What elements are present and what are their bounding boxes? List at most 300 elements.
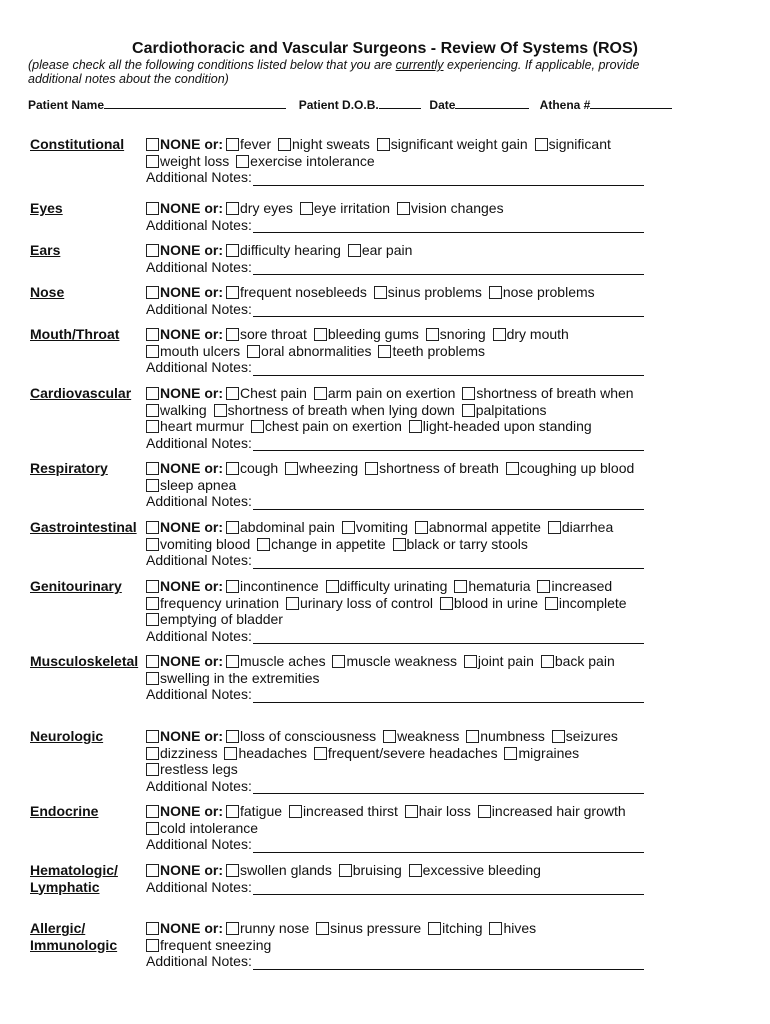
option-arm-pain-on-exertion[interactable]: [314, 385, 456, 401]
option-hematuria[interactable]: [454, 578, 530, 594]
option-label: snoring: [439, 326, 486, 342]
additional-notes-field[interactable]: [253, 261, 644, 275]
none-checkbox[interactable]: [146, 805, 159, 818]
section-options: [146, 803, 656, 853]
checkbox[interactable]: [247, 345, 260, 358]
option-label: itching: [442, 920, 483, 936]
option-abnormal-appetite[interactable]: [415, 519, 541, 535]
option-label: fever: [240, 136, 272, 152]
none-option[interactable]: [146, 803, 223, 819]
option-dizziness[interactable]: [146, 745, 218, 761]
checkbox[interactable]: [393, 538, 406, 551]
checkbox[interactable]: [462, 387, 475, 400]
option-numbness[interactable]: [466, 728, 545, 744]
checkbox[interactable]: [378, 345, 391, 358]
option-label: significant: [548, 136, 611, 152]
option-black-or-tarry-stools[interactable]: [393, 536, 528, 552]
checkbox[interactable]: [226, 922, 239, 935]
option-back-pain[interactable]: [541, 653, 615, 669]
patient-dob-label: Patient D.O.B.: [298, 98, 379, 112]
option-muscle-aches[interactable]: [226, 653, 326, 669]
option-shortness-of-breath-when[interactable]: [462, 385, 633, 401]
option-vomiting[interactable]: [342, 519, 408, 535]
option-light-headed-upon-standing[interactable]: [409, 418, 592, 434]
option-label: migraines: [518, 744, 580, 761]
option-label: walking: [160, 401, 207, 418]
checkbox[interactable]: [478, 805, 491, 818]
option-itching[interactable]: [428, 920, 482, 936]
option-label: frequent nosebleeds: [240, 284, 367, 300]
checkbox[interactable]: [285, 462, 298, 475]
checkbox[interactable]: [236, 155, 249, 168]
patient-name-field[interactable]: [104, 98, 286, 109]
checkbox[interactable]: [506, 462, 519, 475]
none-checkbox[interactable]: [146, 580, 159, 593]
section-options: [146, 519, 656, 569]
checkbox[interactable]: [226, 580, 239, 593]
option-label: shortness of breath when lying down: [227, 401, 455, 418]
option-difficulty-hearing[interactable]: [226, 242, 341, 258]
option-row: [146, 402, 656, 419]
option-migraines[interactable]: [504, 745, 579, 761]
option-joint-pain[interactable]: [464, 653, 534, 669]
option-row: [146, 385, 656, 402]
option-swelling-in-the-extremities[interactable]: [146, 670, 320, 686]
section-label: Gastrointestinal: [30, 519, 137, 535]
additional-notes: [146, 836, 644, 853]
option-blood-in-urine[interactable]: [440, 595, 538, 611]
option-label: muscle weakness: [346, 653, 457, 669]
additional-notes-field[interactable]: [253, 303, 644, 317]
checkbox[interactable]: [226, 655, 239, 668]
section-options: [146, 460, 656, 510]
none-checkbox[interactable]: [146, 387, 159, 400]
checkbox[interactable]: [226, 286, 239, 299]
section-options: [146, 862, 656, 895]
checkbox[interactable]: [224, 747, 237, 760]
option-label: change in appetite: [271, 535, 386, 552]
none-option[interactable]: [146, 653, 223, 669]
option-sore-throat[interactable]: [226, 326, 307, 342]
checkbox[interactable]: [214, 404, 227, 417]
patient-dob-field[interactable]: [379, 98, 421, 109]
checkbox[interactable]: [383, 730, 396, 743]
checkbox[interactable]: [365, 462, 378, 475]
none-checkbox[interactable]: [146, 922, 159, 935]
option-swollen-glands[interactable]: [226, 862, 332, 878]
additional-notes: [146, 359, 644, 376]
checkbox[interactable]: [409, 420, 422, 433]
option-label: muscle aches: [240, 653, 326, 669]
option-bleeding-gums[interactable]: [314, 326, 419, 342]
option-difficulty-urinating[interactable]: [326, 578, 448, 594]
additional-notes: [146, 879, 644, 896]
section-label: Genitourinary: [30, 578, 122, 594]
option-vision-changes[interactable]: [397, 200, 504, 216]
option-loss-of-consciousness[interactable]: [226, 728, 376, 744]
checkbox[interactable]: [146, 597, 159, 610]
none-option[interactable]: [146, 460, 223, 476]
none-checkbox[interactable]: [146, 328, 159, 341]
checkbox[interactable]: [466, 730, 479, 743]
option-label: dry mouth: [506, 326, 569, 342]
athena-label: Athena #: [539, 98, 591, 112]
checkbox[interactable]: [545, 597, 558, 610]
additional-notes-field[interactable]: [253, 555, 644, 569]
checkbox[interactable]: [146, 747, 159, 760]
option-teeth-problems[interactable]: [378, 343, 485, 359]
checkbox[interactable]: [377, 138, 390, 151]
option-muscle-weakness[interactable]: [332, 653, 457, 669]
option-label: bruising: [352, 862, 402, 878]
option-headaches[interactable]: [224, 745, 307, 761]
none-checkbox[interactable]: [146, 286, 159, 299]
none-option[interactable]: [146, 578, 223, 594]
checkbox[interactable]: [415, 521, 428, 534]
checkbox[interactable]: [440, 597, 453, 610]
option-label: black or tarry stools: [406, 535, 528, 552]
none-label: NONE or:: [160, 920, 223, 936]
option-oral-abnormalities[interactable]: [247, 343, 372, 359]
none-option[interactable]: [146, 385, 223, 401]
checkbox[interactable]: [316, 922, 329, 935]
option-shortness-of-breath-when-lying-down[interactable]: [214, 402, 455, 418]
none-checkbox[interactable]: [146, 864, 159, 877]
none-checkbox[interactable]: [146, 244, 159, 257]
option-label: blood in urine: [453, 594, 538, 611]
option-ear-pain[interactable]: [348, 242, 413, 258]
section-options: [146, 920, 656, 970]
checkbox[interactable]: [314, 747, 327, 760]
checkbox[interactable]: [548, 521, 561, 534]
option-label: numbness: [480, 728, 545, 744]
checkbox[interactable]: [374, 286, 387, 299]
none-option[interactable]: [146, 200, 223, 216]
none-label: NONE or:: [160, 200, 223, 216]
section-label: Musculoskeletal: [30, 653, 139, 669]
none-option[interactable]: [146, 242, 223, 258]
none-option[interactable]: [146, 284, 223, 300]
none-label: NONE or:: [160, 326, 223, 342]
option-abdominal-pain[interactable]: [226, 519, 335, 535]
option-label: hair loss: [418, 803, 471, 819]
checkbox[interactable]: [504, 747, 517, 760]
option-shortness-of-breath[interactable]: [365, 460, 499, 476]
checkbox[interactable]: [541, 655, 554, 668]
option-fatigue[interactable]: [226, 803, 282, 819]
option-label: back pain: [554, 653, 615, 669]
option-diarrhea[interactable]: [548, 519, 613, 535]
checkbox[interactable]: [493, 328, 506, 341]
athena-field[interactable]: [590, 98, 672, 109]
option-label: mouth ulcers: [160, 342, 241, 359]
option-row: [146, 578, 656, 595]
additional-notes-field[interactable]: [253, 172, 644, 186]
option-row: [146, 136, 656, 153]
option-emptying-of-bladder[interactable]: [146, 611, 283, 627]
option-label: wheezing: [299, 460, 359, 476]
option-label: fatigue: [240, 803, 283, 819]
option-row: [146, 761, 656, 778]
option-restless-legs[interactable]: [146, 761, 238, 777]
option-cold-intolerance[interactable]: [146, 820, 258, 836]
option-label: frequency urination: [160, 594, 280, 611]
checkbox[interactable]: [226, 521, 239, 534]
option-label: hives: [503, 920, 537, 936]
additional-notes-field[interactable]: [253, 630, 644, 644]
none-checkbox[interactable]: [146, 462, 159, 475]
option-dry-eyes[interactable]: [226, 200, 293, 216]
option-label: cough: [240, 460, 279, 476]
option-increased-thirst[interactable]: [289, 803, 398, 819]
checkbox[interactable]: [428, 922, 441, 935]
option-hives[interactable]: [489, 920, 536, 936]
none-checkbox[interactable]: [146, 202, 159, 215]
option-increased-hair-growth[interactable]: [478, 803, 626, 819]
option-row: [146, 670, 656, 687]
option-wheezing[interactable]: [285, 460, 358, 476]
additional-notes: [146, 217, 644, 234]
option-sinus-problems[interactable]: [374, 284, 482, 300]
additional-notes-field[interactable]: [253, 780, 644, 794]
additional-notes-label: Additional Notes:: [146, 359, 252, 375]
option-sinus-pressure[interactable]: [316, 920, 421, 936]
additional-notes-field[interactable]: [253, 956, 644, 970]
additional-notes-field[interactable]: [253, 881, 644, 895]
option-label: ear pain: [361, 242, 413, 258]
checkbox[interactable]: [454, 580, 467, 593]
checkbox[interactable]: [397, 202, 410, 215]
option-row: [146, 326, 656, 343]
option-label: shortness of breath: [379, 460, 499, 476]
checkbox[interactable]: [326, 580, 339, 593]
option-nose-problems[interactable]: [489, 284, 595, 300]
option-snoring[interactable]: [426, 326, 486, 342]
none-option[interactable]: [146, 920, 223, 936]
section-label: Mouth/Throat: [30, 326, 120, 342]
checkbox[interactable]: [286, 597, 299, 610]
option-label: dizziness: [160, 744, 218, 761]
option-frequent-severe-headaches[interactable]: [314, 745, 498, 761]
option-row: [146, 418, 656, 435]
checkbox[interactable]: [314, 387, 327, 400]
option-increased[interactable]: [537, 578, 612, 594]
option-chest-pain-on-exertion[interactable]: [251, 418, 402, 434]
option-row: [146, 153, 656, 170]
checkbox[interactable]: [409, 864, 422, 877]
checkbox[interactable]: [226, 244, 239, 257]
checkbox[interactable]: [226, 138, 239, 151]
option-label: significant weight gain: [390, 136, 528, 152]
checkbox[interactable]: [226, 387, 239, 400]
checkbox[interactable]: [146, 672, 159, 685]
section-label: Constitutional: [30, 136, 125, 152]
option-row: [146, 920, 656, 937]
none-option[interactable]: [146, 862, 223, 878]
additional-notes-label: Additional Notes:: [146, 836, 252, 852]
none-label: NONE or:: [160, 862, 223, 878]
checkbox[interactable]: [426, 328, 439, 341]
option-label: headaches: [238, 744, 307, 761]
none-label: NONE or:: [160, 578, 223, 594]
checkbox[interactable]: [226, 805, 239, 818]
option-label: restless legs: [160, 761, 238, 777]
additional-notes: [146, 493, 644, 510]
option-urinary-loss-of-control[interactable]: [286, 595, 433, 611]
option-incontinence[interactable]: [226, 578, 319, 594]
none-checkbox[interactable]: [146, 655, 159, 668]
option-weight-loss[interactable]: [146, 153, 229, 169]
none-checkbox[interactable]: [146, 521, 159, 534]
additional-notes-label: Additional Notes:: [146, 169, 252, 185]
option-palpitations[interactable]: [462, 402, 547, 418]
option-label: hematuria: [468, 578, 531, 594]
option-night-sweats[interactable]: [278, 136, 370, 152]
option-excessive-bleeding[interactable]: [409, 862, 541, 878]
option-row: [146, 595, 656, 612]
additional-notes: [146, 953, 644, 970]
additional-notes-field[interactable]: [253, 689, 644, 703]
option-label: emptying of bladder: [160, 611, 283, 627]
additional-notes: [146, 552, 644, 569]
option-label: increased: [551, 578, 613, 594]
option-label: swollen glands: [240, 862, 332, 878]
section-label: Allergic/ Immunologic: [30, 920, 118, 953]
additional-notes-field[interactable]: [253, 437, 644, 451]
additional-notes-field[interactable]: [253, 496, 644, 510]
option-runny-nose[interactable]: [226, 920, 309, 936]
option-label: heart murmur: [160, 418, 245, 434]
none-label: NONE or:: [160, 519, 223, 535]
option-incomplete[interactable]: [545, 595, 627, 611]
option-label: increased thirst: [302, 803, 398, 819]
option-label: seizures: [565, 728, 618, 744]
checkbox[interactable]: [489, 286, 502, 299]
option-sleep-apnea[interactable]: [146, 477, 236, 493]
checkbox[interactable]: [146, 822, 159, 835]
section-options: [146, 653, 656, 703]
option-label: night sweats: [292, 136, 370, 152]
option-weakness[interactable]: [383, 728, 459, 744]
option-label: bleeding gums: [327, 326, 419, 342]
checkbox[interactable]: [226, 462, 239, 475]
none-checkbox[interactable]: [146, 138, 159, 151]
none-label: NONE or:: [160, 653, 223, 669]
checkbox[interactable]: [226, 730, 239, 743]
checkbox[interactable]: [314, 328, 327, 341]
checkbox[interactable]: [257, 538, 270, 551]
checkbox[interactable]: [537, 580, 550, 593]
checkbox[interactable]: [552, 730, 565, 743]
option-label: light-headed upon standing: [422, 418, 592, 434]
checkbox[interactable]: [226, 864, 239, 877]
checkbox[interactable]: [146, 345, 159, 358]
checkbox[interactable]: [251, 420, 264, 433]
checkbox[interactable]: [462, 404, 475, 417]
option-walking[interactable]: [146, 402, 207, 418]
additional-notes-field[interactable]: [253, 219, 644, 233]
checkbox[interactable]: [342, 521, 355, 534]
option-seizures[interactable]: [552, 728, 618, 744]
option-label: sinus problems: [387, 284, 482, 300]
option-chest-pain[interactable]: [226, 385, 307, 401]
option-row: [146, 803, 656, 820]
option-coughing-up-blood[interactable]: [506, 460, 634, 476]
option-frequency-urination[interactable]: [146, 595, 279, 611]
option-label: abnormal appetite: [428, 519, 541, 535]
option-vomiting-blood[interactable]: [146, 536, 250, 552]
checkbox[interactable]: [339, 864, 352, 877]
none-option[interactable]: [146, 136, 223, 152]
checkbox[interactable]: [146, 538, 159, 551]
option-label: frequent sneezing: [160, 936, 272, 953]
additional-notes-field[interactable]: [253, 839, 644, 853]
checkbox[interactable]: [146, 763, 159, 776]
option-bruising[interactable]: [339, 862, 402, 878]
option-row: [146, 284, 656, 301]
checkbox[interactable]: [332, 655, 345, 668]
option-label: sore throat: [240, 326, 307, 342]
option-dry-mouth[interactable]: [493, 326, 569, 342]
additional-notes-label: Additional Notes:: [146, 953, 252, 969]
option-frequent-nosebleeds[interactable]: [226, 284, 367, 300]
checkbox[interactable]: [146, 155, 159, 168]
none-checkbox[interactable]: [146, 730, 159, 743]
checkbox[interactable]: [489, 922, 502, 935]
checkbox[interactable]: [300, 202, 313, 215]
additional-notes-field[interactable]: [253, 362, 644, 376]
checkbox[interactable]: [405, 805, 418, 818]
section-options: [146, 242, 656, 275]
option-significant-weight-gain[interactable]: [377, 136, 528, 152]
additional-notes: [146, 628, 644, 645]
checkbox[interactable]: [348, 244, 361, 257]
option-heart-murmur[interactable]: [146, 418, 244, 434]
section-label: Respiratory: [30, 460, 108, 476]
checkbox[interactable]: [146, 404, 159, 417]
checkbox[interactable]: [146, 939, 159, 952]
checkbox[interactable]: [146, 613, 159, 626]
additional-notes-label: Additional Notes:: [146, 258, 252, 275]
option-hair-loss[interactable]: [405, 803, 471, 819]
option-label: coughing up blood: [519, 460, 635, 476]
option-fever[interactable]: [226, 136, 271, 152]
checkbox[interactable]: [278, 138, 291, 151]
option-significant[interactable]: [535, 136, 611, 152]
date-field[interactable]: [455, 98, 529, 109]
checkbox[interactable]: [289, 805, 302, 818]
checkbox[interactable]: [464, 655, 477, 668]
checkbox[interactable]: [226, 202, 239, 215]
option-frequent-sneezing[interactable]: [146, 937, 271, 953]
option-change-in-appetite[interactable]: [257, 536, 385, 552]
option-label: increased hair growth: [491, 803, 626, 819]
checkbox[interactable]: [226, 328, 239, 341]
option-eye-irritation[interactable]: [300, 200, 390, 216]
option-label: urinary loss of control: [299, 594, 434, 611]
none-option[interactable]: [146, 326, 223, 342]
option-cough[interactable]: [226, 460, 278, 476]
checkbox[interactable]: [146, 479, 159, 492]
option-row: [146, 519, 656, 536]
checkbox[interactable]: [146, 420, 159, 433]
none-option[interactable]: [146, 728, 223, 744]
additional-notes-label: Additional Notes:: [146, 777, 252, 794]
option-mouth-ulcers[interactable]: [146, 343, 240, 359]
checkbox[interactable]: [535, 138, 548, 151]
option-exercise-intolerance[interactable]: [236, 153, 375, 169]
none-option[interactable]: [146, 519, 223, 535]
